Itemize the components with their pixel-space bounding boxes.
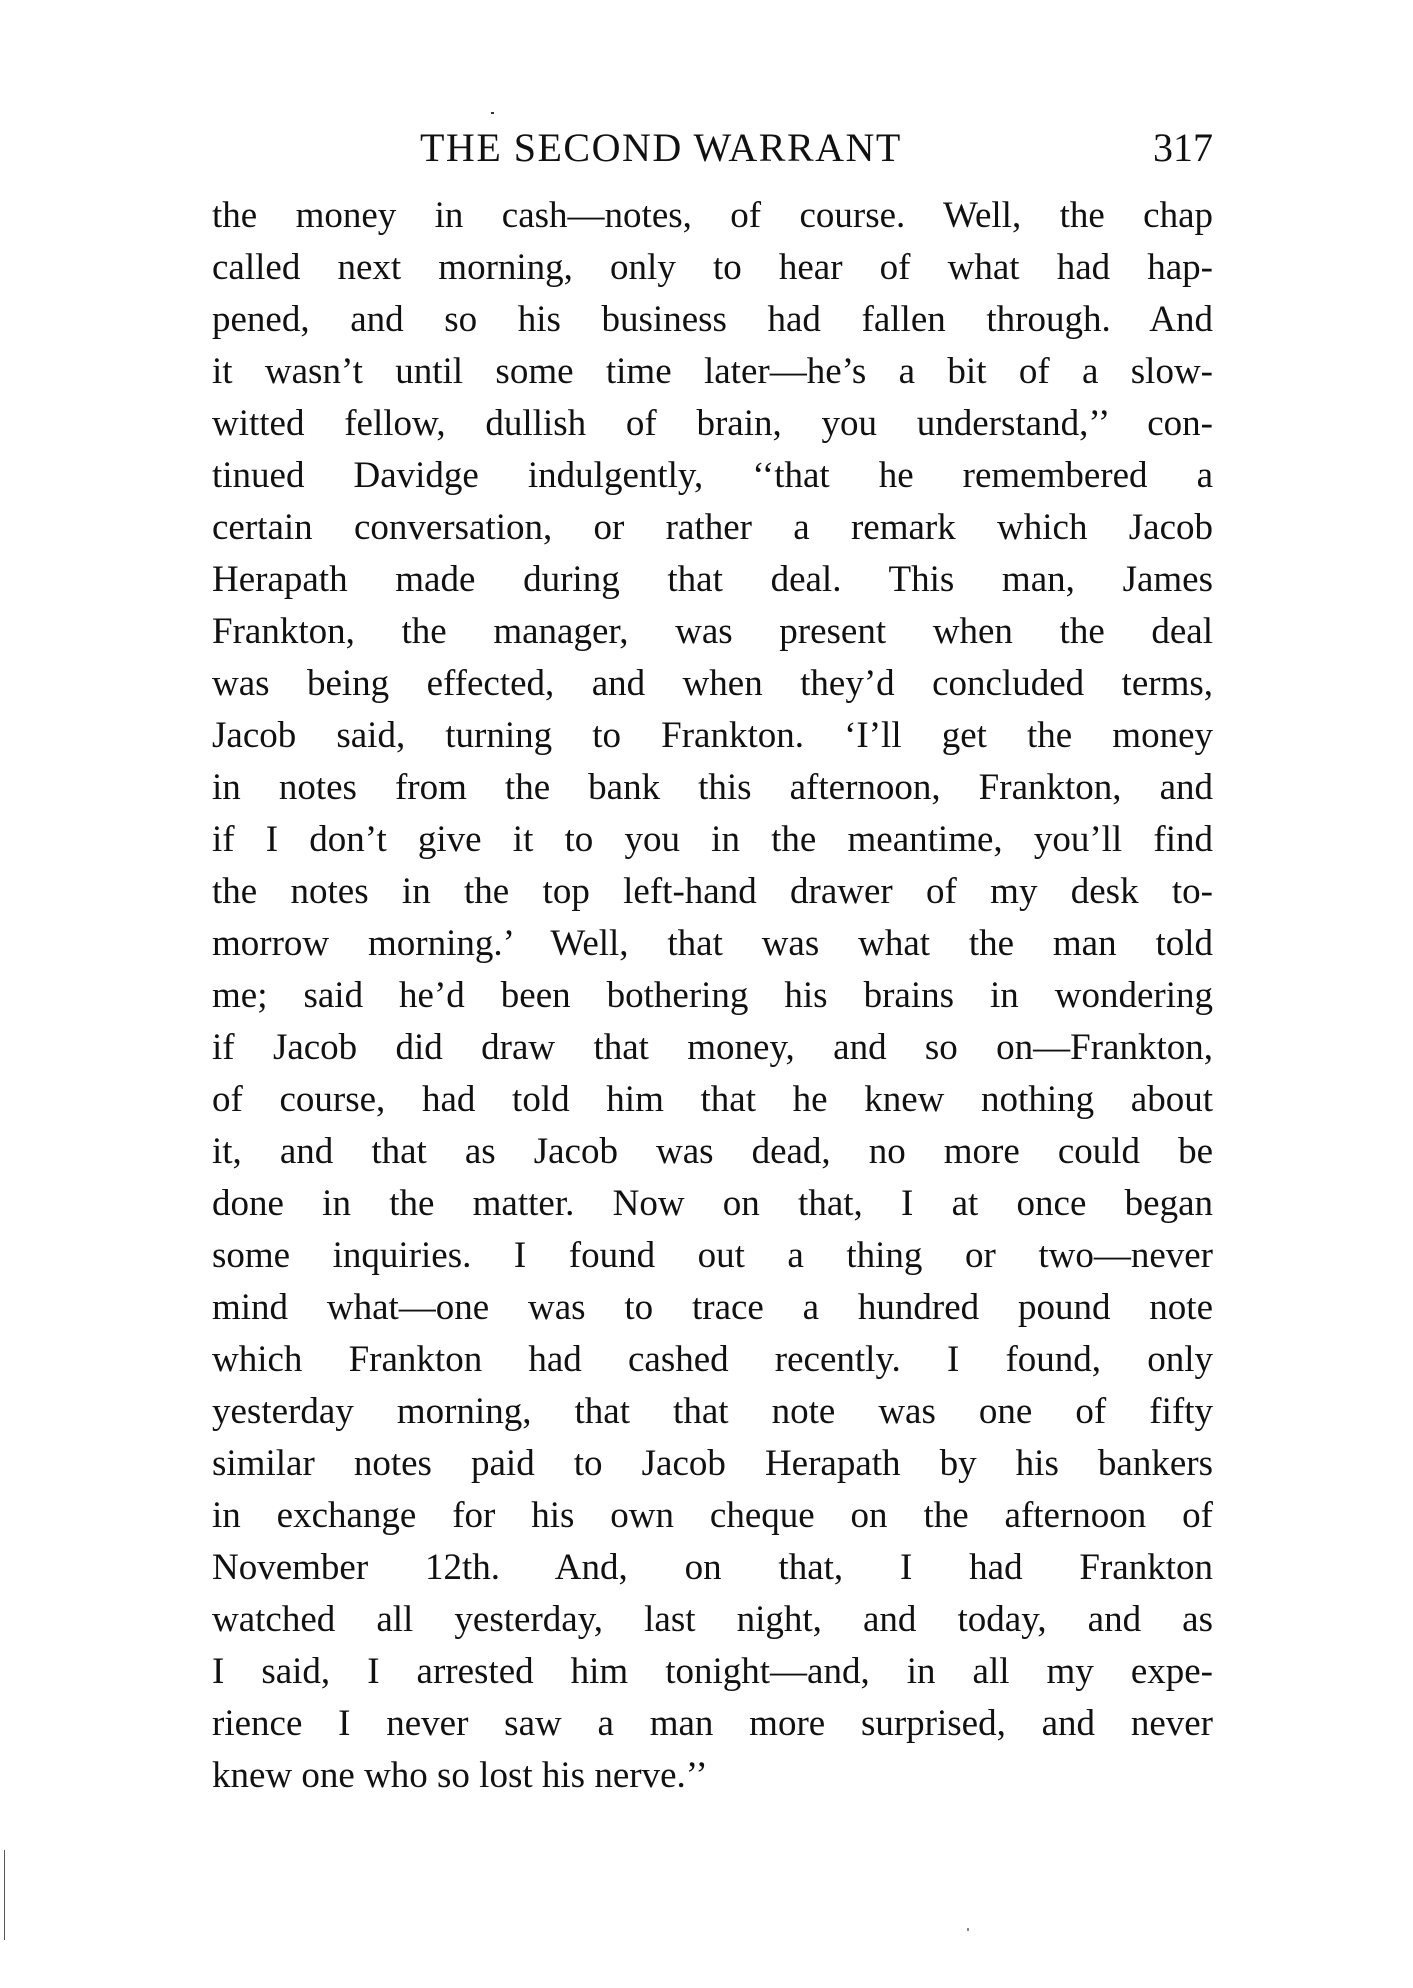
text-line: mind what—one was to trace a hundred pound note xyxy=(212,1287,1213,1328)
text-line: in exchange for his own cheque on the afternoon of xyxy=(212,1495,1213,1536)
page-number: 317 xyxy=(1153,125,1213,170)
text-line: was being effected, and when they’d concluded terms, xyxy=(212,663,1213,704)
text-line: certain conversation, or rather a remark which Jacob xyxy=(212,507,1213,548)
text-line: rience I never saw a man more surprised, and never xyxy=(212,1703,1213,1744)
text-line: witted fellow, dullish of brain, you understand,’’ con- xyxy=(212,403,1213,444)
text-line: tinued Davidge indulgently, ‘‘that he remembered a xyxy=(212,455,1213,496)
text-line: if I don’t give it to you in the meantime, you’ll find xyxy=(212,819,1213,860)
text-line: the notes in the top left-hand drawer of my desk to- xyxy=(212,871,1213,912)
text-line: Herapath made during that deal. This man, James xyxy=(212,559,1213,600)
text-line: Frankton, the manager, was present when the deal xyxy=(212,611,1213,652)
text-line: if Jacob did draw that money, and so on—Frankton, xyxy=(212,1027,1213,1068)
text-line: of course, had told him that he knew nothing about xyxy=(212,1079,1213,1120)
text-line: it wasn’t until some time later—he’s a bit of a slow- xyxy=(212,351,1213,392)
text-line: pened, and so his business had fallen through. And xyxy=(212,299,1213,340)
body-text xyxy=(212,190,1213,1802)
text-line: the money in cash—notes, of course. Well, the chap xyxy=(212,195,1213,236)
text-line: yesterday morning, that that note was one of fifty xyxy=(212,1391,1213,1432)
text-line: November 12th. And, on that, I had Frankton xyxy=(212,1547,1213,1588)
text-line: Jacob said, turning to Frankton. ‘I’ll get the money xyxy=(212,715,1213,756)
text-line: me; said he’d been bothering his brains in wondering xyxy=(212,975,1213,1016)
text-line: some inquiries. I found out a thing or two—never xyxy=(212,1235,1213,1276)
text-line: called next morning, only to hear of what had hap- xyxy=(212,247,1213,288)
running-head xyxy=(420,124,1213,174)
text-line: it, and that as Jacob was dead, no more could be xyxy=(212,1131,1213,1172)
text-line: in notes from the bank this afternoon, Frankton, and xyxy=(212,767,1213,808)
text-line: similar notes paid to Jacob Herapath by his bankers xyxy=(212,1443,1213,1484)
running-title: THE SECOND WARRANT xyxy=(420,125,902,170)
text-line: watched all yesterday, last night, and today, and as xyxy=(212,1599,1213,1640)
text-line: done in the matter. Now on that, I at once began xyxy=(212,1183,1213,1224)
text-line: knew one who so lost his nerve.’’ xyxy=(212,1755,708,1796)
text-line: which Frankton had cashed recently. I found, only xyxy=(212,1339,1213,1380)
text-line: morrow morning.’ Well, that was what the man told xyxy=(212,923,1213,964)
text-line: I said, I arrested him tonight—and, in all my expe- xyxy=(212,1651,1213,1692)
